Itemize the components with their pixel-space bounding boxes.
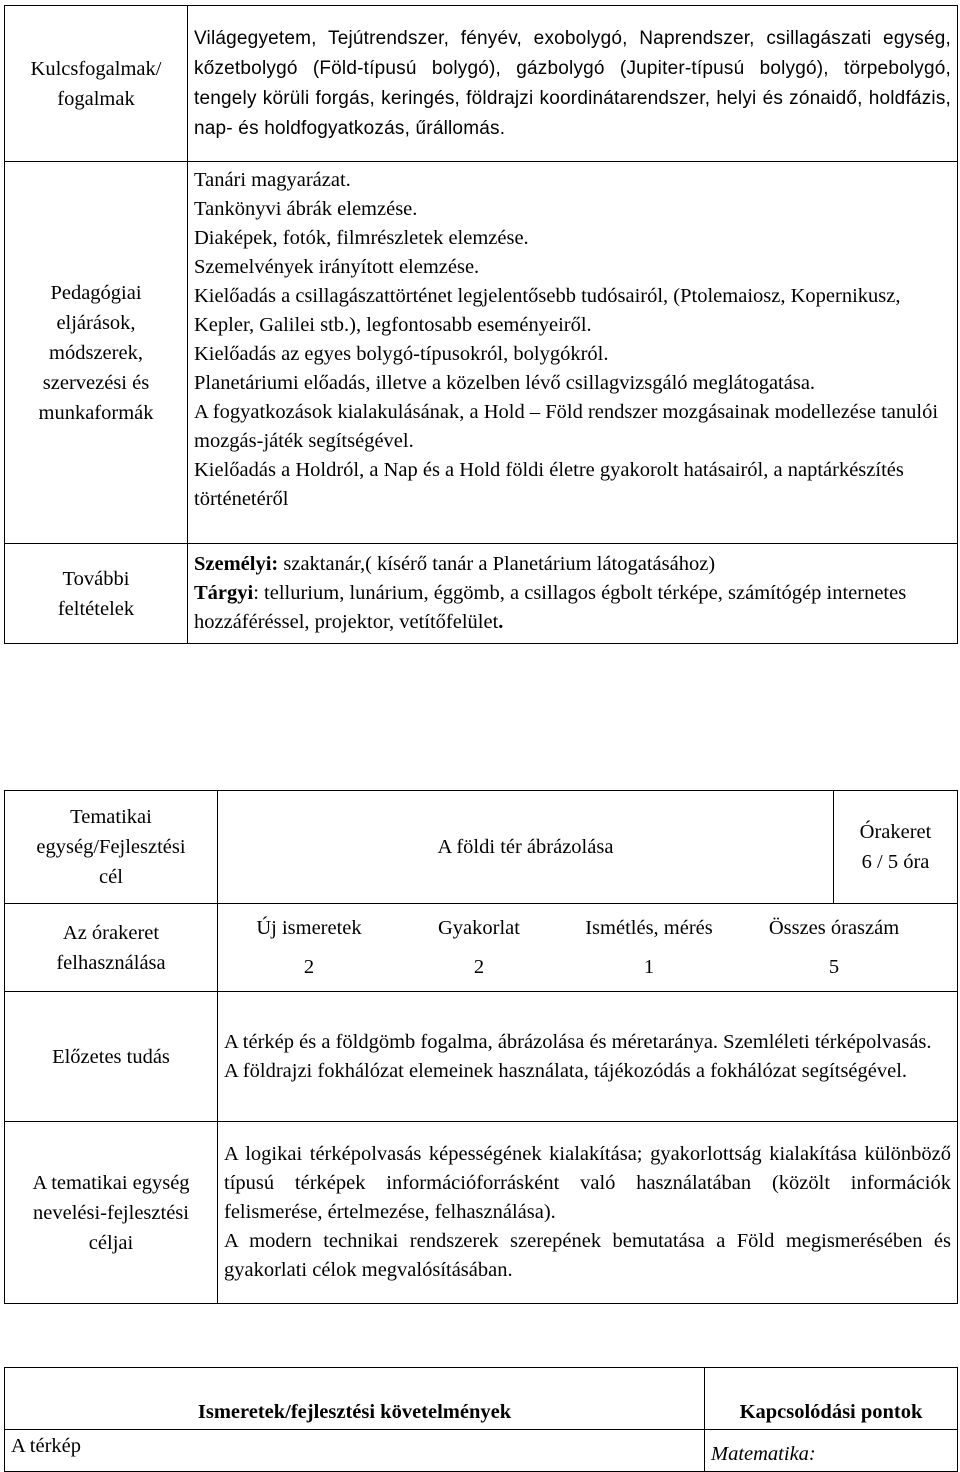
prior-knowledge-label: Előzetes tudás	[5, 992, 218, 1122]
goal-item: A logikai térképolvasás képességének kialakítása; gyakorlottság kialakítása különböző típusú térképek információforrásként való használatában (közölt információk felismerése, értelmezése, felhasználása).	[224, 1143, 951, 1223]
requirements-header-row	[5, 1368, 958, 1430]
prior-item: A térkép és a földgömb fogalma, ábrázolása és méretaránya. Szemléleti térképolvasás.	[224, 1030, 932, 1053]
method-item: Planetáriumi előadás, illetve a közelben lévő csillagvizsgáló meglátogatása.	[194, 372, 816, 394]
methods-label-line: Pedagógiai	[50, 281, 142, 304]
usage-header-practice: Gyakorlat	[438, 916, 520, 939]
usage-header-new: Új ismeretek	[256, 916, 362, 939]
methods-label-line: munkaformák	[38, 401, 154, 424]
connections-header: Kapcsolódási pontok	[705, 1368, 958, 1430]
conditions-label-line: feltételek	[57, 597, 135, 620]
further-conditions-text	[188, 544, 958, 644]
method-item: Tankönyvi ábrák elemzése.	[194, 198, 418, 220]
prior-knowledge-text	[218, 992, 958, 1122]
usage-value-review: 1	[643, 955, 655, 978]
method-item: Tanári magyarázat.	[194, 169, 351, 191]
usage-row	[5, 904, 958, 992]
method-item: Kielőadás a Holdról, a Nap és a Hold földi életre gyakorolt hatásairól, a naptárkészítés történetéről	[194, 459, 904, 510]
further-conditions-row	[5, 544, 958, 644]
method-item: A fogyatkozások kialakulásának, a Hold – Föld rendszer mozgásainak modellezése tanulói mozgás-játék segítségével.	[194, 401, 939, 452]
unit-label	[5, 791, 218, 904]
unit-header-row	[5, 791, 958, 904]
hours-cell	[834, 791, 958, 904]
usage-values	[224, 953, 951, 982]
unit-label-line: cél	[99, 866, 123, 888]
methods-table	[4, 5, 958, 644]
usage-header-total: Összes óraszám	[768, 916, 900, 939]
method-item: Kielőadás az egyes bolygó-típusokról, bolygókról.	[194, 343, 609, 365]
connections-cell: Matematika:	[705, 1430, 958, 1472]
usage-label-line: felhasználása	[56, 951, 166, 974]
material-conditions	[194, 579, 951, 637]
key-concepts-text: Világegyetem, Tejútrendszer, fényév, exobolygó, Naprendszer, csillagászati egység, kőzetbolygó (Föld-típusú bolygó), gázbolygó (Jupiter-típusú bolygó), törpebolygó, tengely körüli forgás, keringés, földrajzi koordinátarendszer, helyi és zónaidő, holdfázis, nap- és holdfogyatkozás, űrállomás.	[188, 6, 958, 162]
key-concepts-label	[5, 6, 188, 162]
goals-label-line: nevelési-fejlesztési	[33, 1201, 189, 1224]
pedagogical-methods-label	[5, 162, 188, 544]
method-item: Diaképek, fotók, filmrészletek elemzése.	[194, 227, 529, 249]
material-text: : tellurium, lunárium, éggömb, a csillagos égbolt térképe, számítógép internetes hozzáféréssel, projektor, vetítőfelület	[194, 582, 907, 633]
usage-headers	[224, 914, 951, 943]
usage-breakdown	[218, 904, 958, 992]
goals-label-line: céljai	[88, 1231, 134, 1254]
requirements-row	[5, 1430, 958, 1472]
goals-label-line: A tematikai egység	[32, 1171, 190, 1194]
methods-label-line: módszerek,	[49, 341, 143, 364]
usage-value-practice: 2	[473, 955, 485, 978]
usage-label-line: Az órakeret	[62, 921, 160, 944]
material-end: .	[498, 611, 504, 633]
requirements-header: Ismeretek/fejlesztési követelmények	[5, 1368, 705, 1430]
usage-header-review: Ismétlés, mérés	[585, 916, 713, 939]
requirements-cell: A térkép	[5, 1430, 705, 1472]
personal-text: szaktanár,( kísérő tanár a Planetárium látogatásához)	[278, 553, 716, 575]
goals-label	[5, 1122, 218, 1304]
pedagogical-methods-list	[188, 162, 958, 544]
goals-text	[218, 1122, 958, 1304]
thematic-unit-table	[4, 790, 958, 1304]
requirements-table	[4, 1367, 958, 1472]
pedagogical-methods-row	[5, 162, 958, 544]
usage-label	[5, 904, 218, 992]
material-label: Tárgyi	[194, 582, 254, 604]
personal-conditions	[194, 550, 951, 579]
hours-label: Órakeret	[859, 821, 932, 843]
method-item: Szemelvények irányított elemzése.	[194, 256, 480, 278]
goals-row	[5, 1122, 958, 1304]
key-concepts-row	[5, 6, 958, 162]
unit-title: A földi tér ábrázolása	[218, 791, 834, 904]
unit-label-line: egység/Fejlesztési	[36, 836, 186, 858]
methods-label-line: eljárások,	[56, 311, 136, 334]
key-concepts-label-line: Kulcsfogalmak/	[30, 57, 162, 80]
further-conditions-label	[5, 544, 188, 644]
usage-value-new: 2	[303, 955, 315, 978]
hours-value: 6 / 5 óra	[861, 851, 930, 873]
prior-knowledge-row	[5, 992, 958, 1122]
personal-label: Személyi:	[194, 553, 279, 575]
goal-item: A modern technikai rendszerek szerepének bemutatása a Föld megismerésében és gyakorlati célok megvalósításában.	[224, 1230, 951, 1281]
method-item: Kielőadás a csillagászattörténet legjelentősebb tudósairól, (Ptolemaiosz, Kopernikusz, Kepler, Galilei stb.), legfontosabb eseményeiről.	[194, 285, 901, 336]
usage-value-total: 5	[828, 955, 840, 978]
prior-item: A földrajzi fokhálózat elemeinek használata, tájékozódás a fokhálózat segítségével.	[224, 1059, 908, 1082]
conditions-label-line: További	[62, 567, 130, 590]
key-concepts-label-line: fogalmak	[57, 87, 135, 110]
methods-label-line: szervezési és	[42, 371, 150, 394]
unit-label-line: Tematikai	[70, 806, 152, 828]
